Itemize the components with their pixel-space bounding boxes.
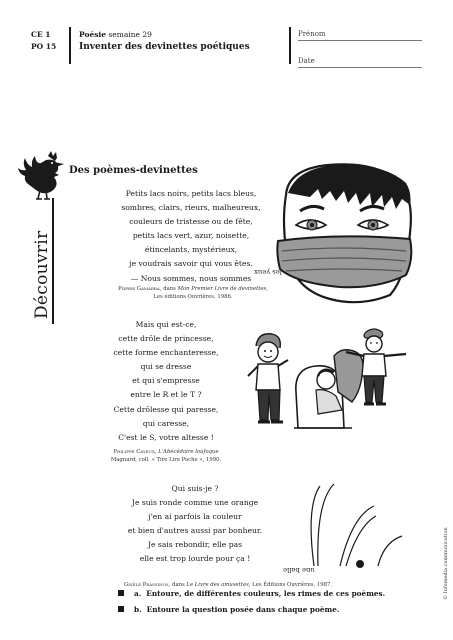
bouncing-ball-illustration [300,470,430,570]
poem-line: Je suis ronde comme une orange [131,498,259,508]
poem-3-answer: une balle [283,566,315,574]
sidebar-label: Découvrir [32,230,52,319]
poem-3-citation: Gisèle Prassinos, dans Le Livre des amusettes, Les Éditions Ouvrières, 1987. [123,582,333,588]
poem-line: qui se dresse [140,362,192,372]
task-letter: b. [134,605,142,614]
poem-1-citation: Pierre Gamarra, dans Mon Premier Livre de devinettes, Les éditions Ouvrières, 1986. [98,285,288,301]
lesson-code: PO 15 [31,42,57,51]
copyright: © Infomedia communication [443,527,449,600]
poem-line: petits lacs vert, azur, noisette, [132,231,250,241]
characters-illustration [238,322,438,450]
publisher: Magnard, coll. « Tire Lire Poche », 1990. [110,457,222,463]
poem-line: j'en ai parfois la couleur [148,512,242,522]
book-title: Le Livre des amusettes [186,582,249,588]
poem-line: entre le R et le T ? [130,390,202,400]
task-a [118,589,385,598]
poem-line: je voudrais savoir qui vous êtes. [129,259,253,269]
author-name: Pierre Gamarra [118,286,160,292]
subject-label: Poésie [79,30,107,39]
author-name: Philippe Cayeux [113,449,155,455]
week-label: semaine 29 [108,30,152,39]
book-title: Mon Premier Livre de devinettes [177,286,267,292]
book-title: L'Abécédaire loufoque [158,449,219,455]
task-text: Entoure, de différentes couleurs, les rimes de ces poèmes. [146,589,386,598]
poem-line: Petits lacs noirs, petits lacs bleus, [125,189,257,198]
date-line[interactable] [298,67,422,68]
task-letter: a. [134,589,142,598]
poem-line: — Nous sommes, nous sommes [130,273,252,283]
level-label: CE 1 [31,30,51,39]
poem-line: sombres, clairs, rieurs, malheureux, [121,203,261,213]
task-b [118,605,339,614]
task-text: Entoure la question posée dans chaque poème. [146,605,340,614]
author-name: Gisèle Prassinos [123,582,169,588]
poem-line: Je sais rebondir, elle pas [147,540,243,550]
poem-line: étincelants, mystérieux, [144,245,238,255]
poem-2-citation: Philippe Cayeux, L'Abécédaire loufoque Magnard, coll. « Tire Lire Poche », 1990. [96,448,236,464]
bullet-square-icon [118,606,124,612]
header-divider [69,27,71,64]
poem-line: couleurs de tristesse ou de fête, [129,217,253,227]
poem-line: et qui s'empresse [132,376,200,386]
poem-line: elle est trop lourde pour ça ! [139,554,251,564]
poem-line: qui caresse, [142,418,190,428]
poem-line: et bien d'autres aussi par bonheur. [127,526,263,536]
publisher: Les éditions Ouvrières, 1986. [153,294,233,300]
publisher: Les Éditions Ouvrières, 1987. [252,582,333,588]
masked-face-illustration [268,155,418,305]
poem-line: cette drôle de princesse, [118,334,214,344]
poem-line: cette forme enchanteresse, [113,348,219,358]
section-title: Des poèmes-devinettes [69,165,198,176]
poem-3 [111,482,279,567]
poem-1 [107,187,275,286]
poem-line: Qui suis-je ? [171,484,219,493]
poem-line: Cette drôlesse qui paresse, [113,404,219,414]
poem-line: Mais qui est-ce, [135,320,197,329]
poem-2 [96,318,236,445]
poem-1-answer: les yeux [254,268,282,276]
first-name-line[interactable] [298,40,422,41]
date-label: Date [298,57,315,65]
rooster-icon [18,150,70,200]
poem-line: C'est le S, votre altesse ! [118,432,214,442]
bullet-square-icon [118,590,124,596]
first-name-label: Prénom [298,30,326,38]
page-title: Inventer des devinettes poétiques [79,42,250,52]
subject-line [79,30,152,39]
sidebar-bar [52,198,54,324]
header-divider-right [289,27,291,64]
